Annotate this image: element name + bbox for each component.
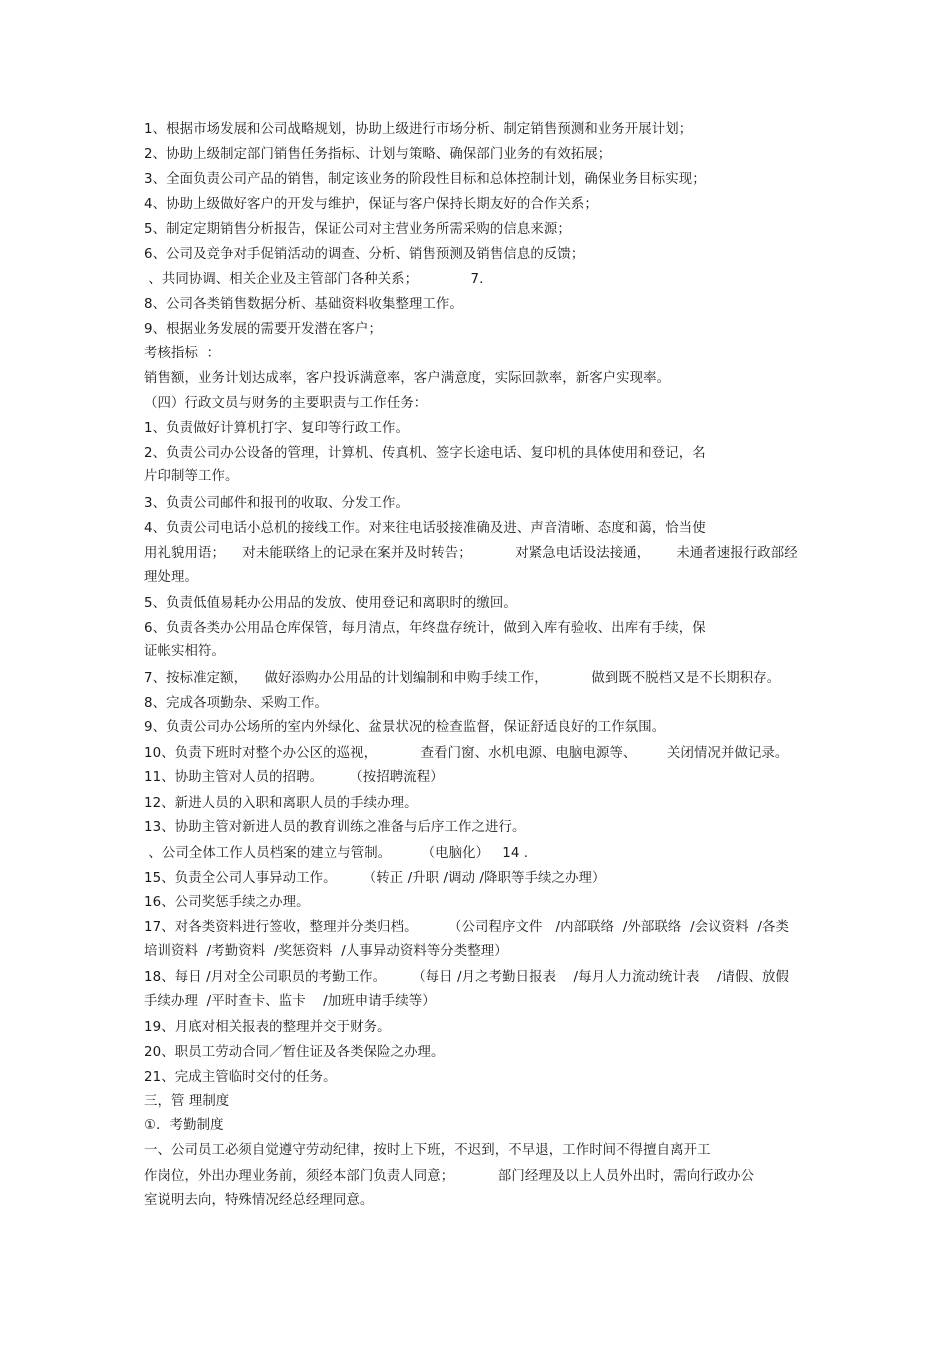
- text-line: 证帐实相符。: [144, 644, 225, 659]
- text-line: 、公司全体工作人员档案的建立与管制。 （电脑化） 14 .: [144, 846, 529, 861]
- text-line: 15、负责全公司人事异动工作。 （转正 /升职 /调动 /降职等手续之办理）: [144, 871, 606, 886]
- text-line: 11、协助主管对人员的招聘。 （按招聘流程）: [144, 770, 444, 785]
- text-line: 16、公司奖惩手续之办理。: [144, 895, 310, 910]
- text-line: 9、根据业务发展的需要开发潜在客户；: [144, 322, 382, 337]
- text-line: 18、每日 /月对全公司职员的考勤工作。 （每日 /月之考勤日报表 /每月人力流动统计表 /请假、放假: [144, 970, 790, 985]
- text-line: 用礼貌用语； 对未能联络上的记录在案并及时转告； 对紧急电话设法接通， 未通者速报行政部经: [144, 546, 798, 561]
- text-line: 销售额，业务计划达成率，客户投诉满意率，客户满意度，实际回款率，新客户实现率。: [144, 371, 671, 386]
- text-line: 4、负责公司电话小总机的接线工作。对来往电话驳接准确及进、声音清晰、态度和蔼，恰当使: [144, 521, 706, 536]
- text-line: 21、完成主管临时交付的任务。: [144, 1070, 337, 1085]
- text-line: 1、根据市场发展和公司战略规划，协助上级进行市场分析、制定销售预测和业务开展计划；: [144, 122, 693, 137]
- text-line: 、共同协调、相关企业及主管部门各种关系； 7.: [144, 272, 484, 287]
- text-line: 8、完成各项勤杂、采购工作。: [144, 696, 328, 711]
- text-line: 19、月底对相关报表的整理并交于财务。: [144, 1020, 391, 1035]
- text-line: 片印制等工作。: [144, 469, 239, 484]
- section-heading: 三，管 理制度: [144, 1094, 230, 1109]
- text-line: 4、协助上级做好客户的开发与维护，保证与客户保持长期友好的合作关系；: [144, 197, 598, 212]
- text-line: 9、负责公司办公场所的室内外绿化、盆景状况的检查监督，保证舒适良好的工作氛围。: [144, 720, 666, 735]
- text-line: 作岗位，外出办理业务前，须经本部门负责人同意； 部门经理及以上人员外出时，需向行政办公: [144, 1169, 755, 1184]
- section-heading: （四）行政文员与财务的主要职责与工作任务：: [144, 396, 428, 411]
- text-line: 12、新进人员的入职和离职人员的手续办理。: [144, 796, 418, 811]
- text-line: 手续办理 /平时查卡、监卡 /加班申请手续等）: [144, 994, 436, 1009]
- text-line: 3、负责公司邮件和报刊的收取、分发工作。: [144, 496, 409, 511]
- text-line: 10、负责下班时对整个办公区的巡视， 查看门窗、水机电源、电脑电源等、 关闭情况并做记录。: [144, 746, 789, 761]
- text-line: 室说明去向，特殊情况经总经理同意。: [144, 1193, 374, 1208]
- text-line: 5、负责低值易耗办公用品的发放、使用登记和离职时的缴回。: [144, 596, 517, 611]
- text-line: 2、协助上级制定部门销售任务指标、计划与策略、确保部门业务的有效拓展；: [144, 147, 612, 162]
- text-line: 17、对各类资料进行签收，整理并分类归档。 （公司程序文件 /内部联络 /外部联络 /会议资料 /各类: [144, 920, 790, 935]
- text-line: 8、公司各类销售数据分析、基础资料收集整理工作。: [144, 297, 463, 312]
- text-line: 3、全面负责公司产品的销售，制定该业务的阶段性目标和总体控制计划，确保业务目标实现；: [144, 172, 706, 187]
- text-line: 6、负责各类办公用品仓库保管，每月清点，年终盘存统计，做到入库有验收、出库有手续，保: [144, 621, 706, 636]
- text-line: 6、公司及竞争对手促销活动的调查、分析、销售预测及销售信息的反馈；: [144, 247, 585, 262]
- text-line: 1、负责做好计算机打字、复印等行政工作。: [144, 421, 409, 436]
- text-line: 2、负责公司办公设备的管理，计算机、传真机、签字长途电话、复印机的具体使用和登记，名: [144, 446, 706, 461]
- text-line: 理处理。: [144, 570, 198, 585]
- text-line: 培训资料 /考勤资料 /奖惩资料 /人事异动资料等分类整理）: [144, 944, 508, 959]
- text-line: 一、公司员工必须自觉遵守劳动纪律，按时上下班，不迟到，不早退，工作时间不得擅自离开工: [144, 1143, 711, 1158]
- subsection-heading: ①．考勤制度: [144, 1118, 224, 1133]
- text-line: 7、按标准定额， 做好添购办公用品的计划编制和申购手续工作， 做到既不脱档又是不长期积存。: [144, 671, 781, 686]
- text-line: 20、职员工劳动合同／暂住证及各类保险之办理。: [144, 1045, 445, 1060]
- section-label: 考核指标 ：: [144, 346, 221, 361]
- text-line: 13、协助主管对新进人员的教育训练之准备与后序工作之进行。: [144, 820, 526, 835]
- text-line: 5、制定定期销售分析报告，保证公司对主营业务所需采购的信息来源；: [144, 222, 571, 237]
